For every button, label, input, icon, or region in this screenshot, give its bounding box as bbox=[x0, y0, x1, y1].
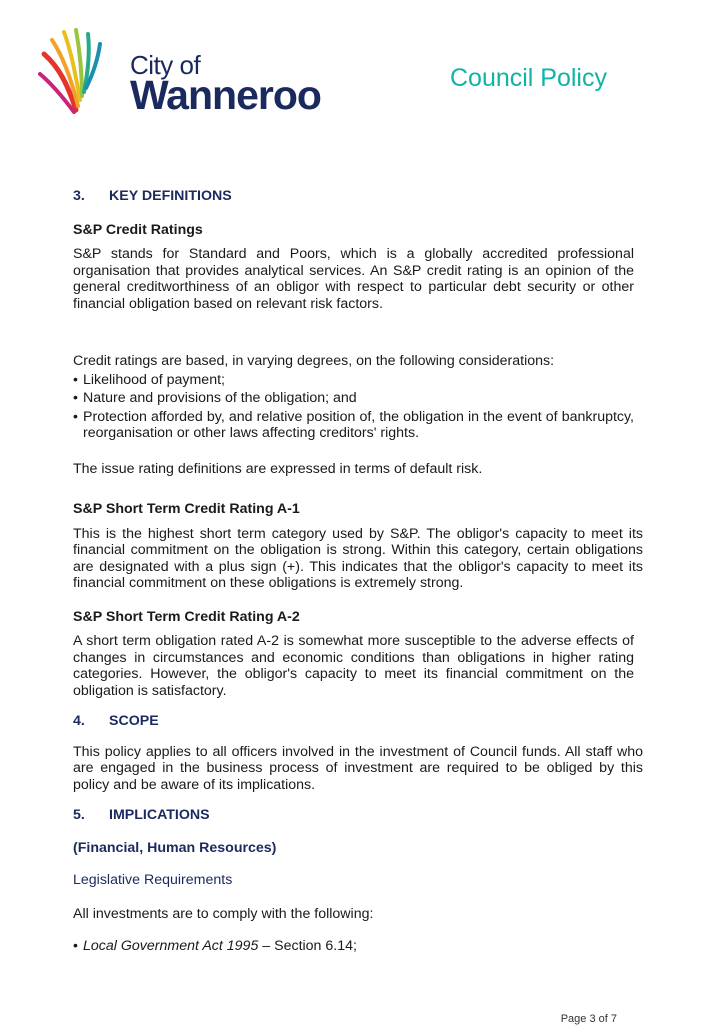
legislation-list bbox=[73, 938, 643, 955]
sp-credit-ratings-heading: S&P Credit Ratings bbox=[73, 221, 203, 238]
logo-city-text: City of bbox=[130, 50, 201, 80]
section-title: IMPLICATIONS bbox=[109, 807, 210, 823]
sp-definition-paragraph: S&P stands for Standard and Poors, which is a globally accredited professional organisation that provides analytical services. An S&P credit rating is an opinion of the general creditworthiness of an obligor with respect to particular debt security or other financial obligation based on relevant risk factors. bbox=[73, 246, 634, 312]
considerations-list bbox=[73, 372, 634, 442]
list-item: • Likelihood of payment; bbox=[73, 372, 634, 389]
act-section: – Section 6.14; bbox=[258, 938, 357, 954]
considerations-intro: Credit ratings are based, in varying degrees, on the following considerations: bbox=[73, 353, 555, 369]
section-title: KEY DEFINITIONS bbox=[109, 188, 232, 204]
a2-rating-heading: S&P Short Term Credit Rating A-2 bbox=[73, 608, 300, 625]
a1-rating-heading: S&P Short Term Credit Rating A-1 bbox=[73, 501, 300, 517]
section-5-heading bbox=[73, 807, 643, 824]
list-item: • Nature and provisions of the obligation; and bbox=[73, 390, 634, 407]
section-4-heading bbox=[73, 713, 643, 730]
section-3-heading bbox=[73, 188, 643, 205]
a1-rating-paragraph: This is the highest short term category used by S&P. The obligor's capacity to meet its financial commitment on the obligation is strong. Within this category, certain obligations are designated with a plus sign (+). This indicates that the obligor's capacity to meet its financial commitment on these obligations is extremely strong. bbox=[73, 525, 643, 591]
list-item: • Protection afforded by, and relative position of, the obligation in the event of bankruptcy, reorganisation or other laws affecting creditors' rights. bbox=[73, 409, 634, 442]
document-type-title: Council Policy bbox=[449, 64, 607, 92]
issue-rating-paragraph: The issue rating definitions are expressed in terms of default risk. bbox=[73, 460, 483, 477]
scope-paragraph: This policy applies to all officers involved in the investment of Council funds. All staff who are engaged in the business process of investment are required to be obliged by this policy and be aware of its implications. bbox=[73, 743, 643, 793]
logo-emblem-icon bbox=[38, 26, 108, 116]
page-number: Page 3 of 7 bbox=[560, 1013, 617, 1025]
a2-rating-paragraph: A short term obligation rated A-2 is somewhat more susceptible to the adverse effects of changes in circumstances and economic conditions than obligations in higher rating categories. However, the obligor's capacity to meet its financial commitment on the obligation is satisfactory. bbox=[73, 633, 634, 699]
logo-wanneroo-text: Wanneroo bbox=[130, 72, 321, 118]
document-body bbox=[73, 188, 643, 955]
legislative-requirements-heading: Legislative Requirements bbox=[73, 872, 233, 888]
implications-subtitle: (Financial, Human Resources) bbox=[73, 839, 277, 856]
city-of-wanneroo-logo bbox=[38, 26, 321, 118]
act-name: Local Government Act 1995 bbox=[83, 938, 259, 954]
section-number: 4. bbox=[73, 713, 85, 729]
section-number: 5. bbox=[73, 807, 85, 823]
comply-intro: All investments are to comply with the following: bbox=[73, 905, 374, 922]
section-title: SCOPE bbox=[109, 713, 159, 729]
list-item bbox=[73, 938, 643, 955]
section-number: 3. bbox=[73, 188, 85, 204]
